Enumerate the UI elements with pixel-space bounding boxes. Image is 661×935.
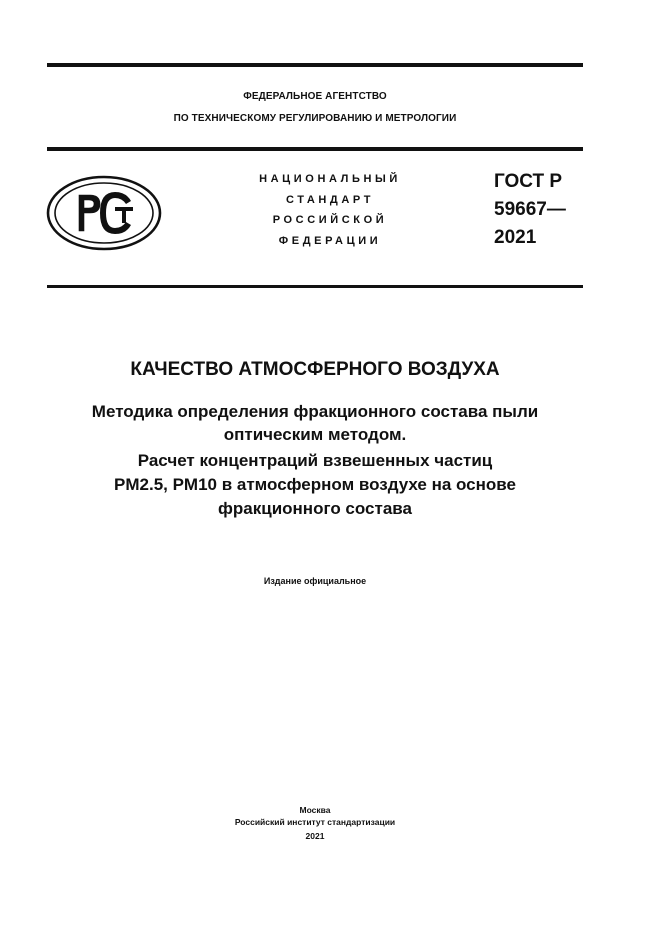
agency-name-line1: ФЕДЕРАЛЬНОЕ АГЕНТСТВО <box>243 91 387 102</box>
bottom-divider <box>47 285 583 288</box>
standard-type-line3: РОССИЙСКОЙ <box>272 214 388 226</box>
subtitle-line: Расчет концентраций взвешенных частиц <box>137 451 493 470</box>
agency-name-line2: ПО ТЕХНИЧЕСКОМУ РЕГУЛИРОВАНИЮ И МЕТРОЛОГИИ <box>173 113 457 124</box>
document-title: КАЧЕСТВО АТМОСФЕРНОГО ВОЗДУХА <box>130 359 500 380</box>
imprint-city: Москва <box>299 805 331 815</box>
top-divider <box>47 63 583 67</box>
gost-designation-line3: 2021 <box>494 227 537 248</box>
gost-designation-line1: ГОСТ Р <box>494 171 563 192</box>
gost-designation-line2: 59667— <box>494 199 566 220</box>
subtitle-line: PM2.5, PM10 в атмосферном воздухе на основе <box>114 475 516 494</box>
edition-note: Издание официальное <box>263 576 367 586</box>
standard-type-line1: НАЦИОНАЛЬНЫЙ <box>259 173 401 185</box>
imprint-publisher: Российский институт стандартизации <box>234 817 396 827</box>
rst-logo-icon <box>46 175 162 251</box>
subtitle-line: Методика определения фракционного состава пыли <box>91 402 539 421</box>
subtitle-line: фракционного состава <box>218 499 412 518</box>
imprint-year: 2021 <box>305 831 325 841</box>
middle-divider <box>47 147 583 151</box>
subtitle-line: оптическим методом. <box>223 425 407 444</box>
standard-type-line2: СТАНДАРТ <box>285 194 375 206</box>
standard-type-line4: ФЕДЕРАЦИИ <box>278 235 382 247</box>
